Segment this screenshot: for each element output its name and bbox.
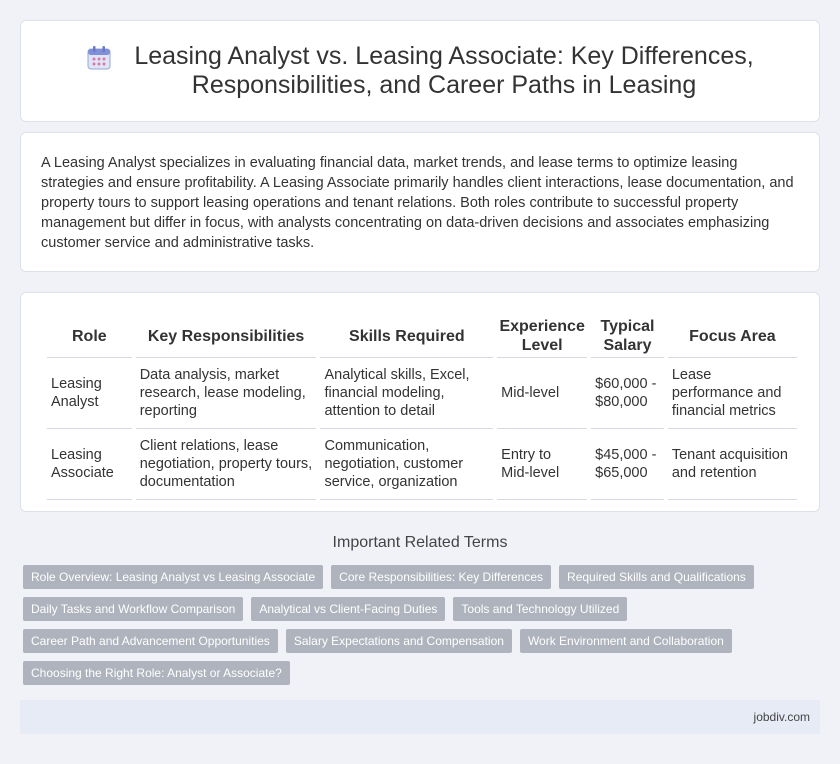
comparison-table-card	[20, 292, 820, 512]
cell-experience: Mid-level	[497, 358, 587, 429]
cell-salary: $60,000 - $80,000	[591, 358, 664, 429]
header-responsibilities: Key Responsibilities	[136, 315, 317, 358]
page-title	[134, 42, 753, 100]
related-tag[interactable]: Daily Tasks and Workflow Comparison	[23, 597, 243, 621]
title-card	[20, 20, 820, 122]
intro-card	[20, 132, 820, 272]
footer	[20, 700, 820, 734]
related-tag[interactable]: Required Skills and Qualifications	[559, 565, 754, 589]
table-header-row	[47, 315, 797, 358]
header-experience: Experience Level	[497, 315, 587, 358]
header-focus: Focus Area	[668, 315, 797, 358]
related-tag[interactable]: Core Responsibilities: Key Differences	[331, 565, 551, 589]
comparison-table	[43, 315, 801, 500]
footer-site-link[interactable]: jobdiv.com	[753, 710, 810, 724]
header-salary: Typical Salary	[591, 315, 664, 358]
page-title-line-2: Responsibilities, and Career Paths in Leasing	[191, 71, 697, 99]
related-tags	[23, 565, 823, 693]
related-tag[interactable]: Role Overview: Leasing Analyst vs Leasing Associate	[23, 565, 323, 589]
related-tag[interactable]: Work Environment and Collaboration	[520, 629, 732, 653]
cell-skills: Communication, negotiation, customer service, organization	[320, 429, 493, 500]
calendar-icon	[86, 45, 112, 71]
cell-role: Leasing Associate	[47, 429, 132, 500]
cell-role: Leasing Analyst	[47, 358, 132, 429]
related-terms-title: Important Related Terms	[332, 534, 508, 551]
cell-focus: Tenant acquisition and retention	[668, 429, 797, 500]
intro-paragraph: A Leasing Analyst specializes in evaluating financial data, market trends, and lease terms to optimize leasing strategies and ensure profitability. A Leasing Associate primarily handles client interactions, lease documentation, and property tours to support leasing operations and tenant relations. Both roles contribute to successful property management but differ in focus, with analysts concentrating on data-driven decisions and associates emphasizing customer service and administrative tasks.	[41, 155, 794, 251]
table-row	[47, 358, 797, 429]
page-title-line-1: Leasing Analyst vs. Leasing Associate: Key Differences,	[134, 42, 754, 70]
cell-salary: $45,000 - $65,000	[591, 429, 664, 500]
related-tag[interactable]: Salary Expectations and Compensation	[286, 629, 512, 653]
related-tag[interactable]: Career Path and Advancement Opportunities	[23, 629, 278, 653]
related-tag[interactable]: Analytical vs Client-Facing Duties	[251, 597, 445, 621]
table-row	[47, 429, 797, 500]
cell-experience: Entry to Mid-level	[497, 429, 587, 500]
header-skills: Skills Required	[320, 315, 493, 358]
header-role: Role	[47, 315, 132, 358]
related-tag[interactable]: Tools and Technology Utilized	[453, 597, 627, 621]
cell-responsibilities: Data analysis, market research, lease modeling, reporting	[136, 358, 317, 429]
cell-focus: Lease performance and financial metrics	[668, 358, 797, 429]
related-tag[interactable]: Choosing the Right Role: Analyst or Associate?	[23, 661, 290, 685]
cell-skills: Analytical skills, Excel, financial modeling, attention to detail	[320, 358, 493, 429]
cell-responsibilities: Client relations, lease negotiation, property tours, documentation	[136, 429, 317, 500]
